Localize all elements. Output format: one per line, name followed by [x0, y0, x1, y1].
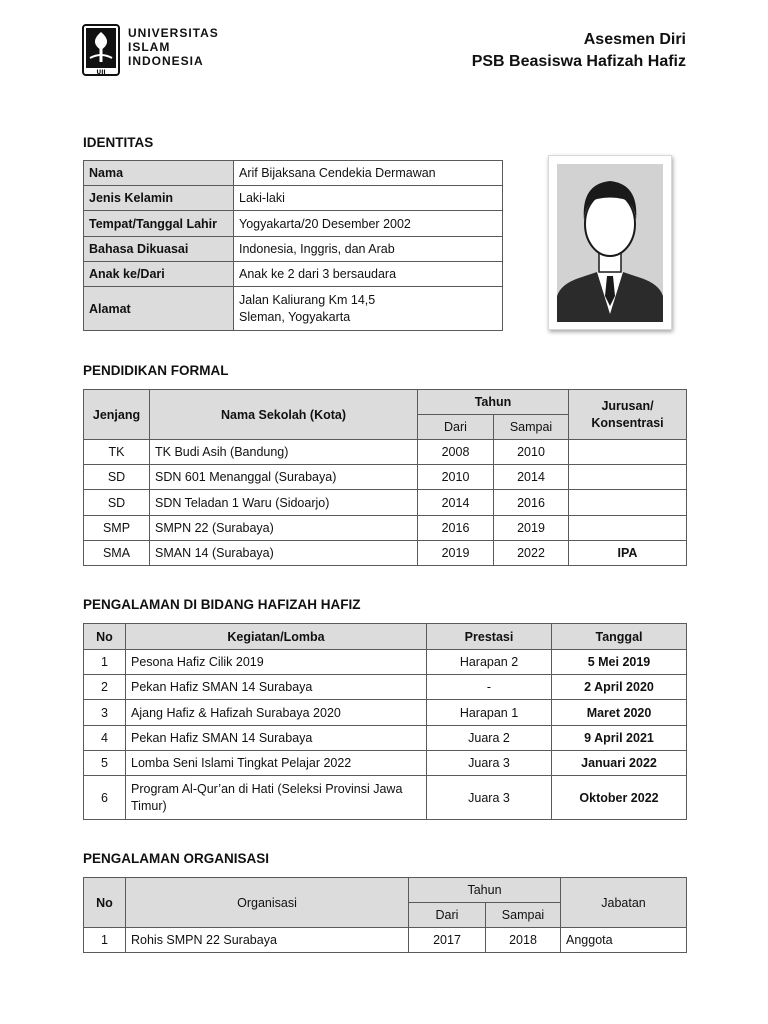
cell-sampai: 2019: [494, 516, 569, 541]
value-tempat-tanggal-lahir: Yogyakarta/20 Desember 2002: [234, 211, 503, 237]
document-title: [472, 29, 686, 73]
table-header-row: [84, 878, 687, 903]
table-row: [84, 726, 687, 751]
cell-tanggal: 5 Mei 2019: [552, 650, 687, 675]
table-row: [84, 262, 503, 287]
table-row: [84, 776, 687, 820]
value-alamat: [234, 287, 503, 331]
cell-jurusan: [569, 465, 687, 490]
kegiatan-line-1: Program Al-Qur’an di Hati (Seleksi Provinsi Jawa: [131, 781, 403, 796]
identitas-table: [83, 160, 503, 331]
table-row: [84, 287, 503, 331]
pendidikan-table: [83, 389, 687, 566]
table-row: [84, 465, 687, 490]
alamat-line-2: Sleman, Yogyakarta: [239, 309, 351, 324]
label-jenis-kelamin: Jenis Kelamin: [84, 186, 234, 211]
title-line-2: PSB Beasiswa Hafizah Hafiz: [471, 53, 686, 70]
section-title-pendidikan: PENDIDIKAN FORMAL: [83, 363, 229, 378]
label-tempat-tanggal-lahir: Tempat/Tanggal Lahir: [84, 211, 234, 237]
kegiatan-line-2: Timur): [131, 798, 167, 813]
cell-kegiatan: Ajang Hafiz & Hafizah Surabaya 2020: [126, 700, 427, 726]
cell-no: 3: [84, 700, 126, 726]
hafiz-table: [83, 623, 687, 820]
cell-tanggal: 9 April 2021: [552, 726, 687, 751]
title-line-1: Asesmen Diri: [583, 31, 686, 48]
table-row: [84, 161, 503, 186]
university-name: [128, 26, 219, 68]
organisasi-table: [83, 877, 687, 953]
header-tanggal: Tanggal: [552, 624, 687, 650]
header-kegiatan: Kegiatan/Lomba: [126, 624, 427, 650]
cell-jenjang: SMP: [84, 516, 150, 541]
header-jurusan: [569, 390, 687, 440]
cell-dari: 2014: [418, 490, 494, 516]
label-nama: Nama: [84, 161, 234, 186]
table-row: [84, 541, 687, 566]
cell-nama-sekolah: TK Budi Asih (Bandung): [150, 440, 418, 465]
cell-nama-sekolah: SMAN 14 (Surabaya): [150, 541, 418, 566]
cell-jenjang: SD: [84, 490, 150, 516]
cell-nama-sekolah: SMPN 22 (Surabaya): [150, 516, 418, 541]
person-silhouette-icon: [557, 164, 663, 322]
cell-nama-sekolah: SDN 601 Menanggal (Surabaya): [150, 465, 418, 490]
cell-prestasi: Harapan 1: [427, 700, 552, 726]
section-title-hafiz: PENGALAMAN DI BIDANG HAFIZAH HAFIZ: [83, 597, 361, 612]
table-row: [84, 490, 687, 516]
cell-prestasi: -: [427, 675, 552, 700]
cell-tanggal: Maret 2020: [552, 700, 687, 726]
header-sampai: Sampai: [486, 903, 561, 928]
cell-prestasi: Harapan 2: [427, 650, 552, 675]
header-organisasi: Organisasi: [126, 878, 409, 928]
cell-prestasi: Juara 3: [427, 776, 552, 820]
header-jenjang: Jenjang: [84, 390, 150, 440]
header-tahun: Tahun: [418, 390, 569, 415]
label-alamat: Alamat: [84, 287, 234, 331]
cell-kegiatan: Pekan Hafiz SMAN 14 Surabaya: [126, 675, 427, 700]
header-jurusan-line-1: Jurusan/: [601, 398, 654, 413]
table-row: [84, 675, 687, 700]
cell-sampai: 2014: [494, 465, 569, 490]
header-jurusan-line-2: Konsentrasi: [591, 415, 664, 430]
header-dari: Dari: [418, 415, 494, 440]
cell-sampai: 2010: [494, 440, 569, 465]
section-title-identitas: IDENTITAS: [83, 135, 154, 150]
cell-kegiatan: Lomba Seni Islami Tingkat Pelajar 2022: [126, 751, 427, 776]
value-nama: Arif Bijaksana Cendekia Dermawan: [234, 161, 503, 186]
cell-no: 2: [84, 675, 126, 700]
cell-dari: 2008: [418, 440, 494, 465]
cell-no: 1: [84, 928, 126, 953]
cell-dari: 2017: [409, 928, 486, 953]
cell-dari: 2019: [418, 541, 494, 566]
cell-kegiatan: Pekan Hafiz SMAN 14 Surabaya: [126, 726, 427, 751]
cell-tanggal: Oktober 2022: [552, 776, 687, 820]
cell-jurusan: IPA: [569, 541, 687, 566]
logo-line-1: UNIVERSITAS: [128, 26, 219, 40]
value-bahasa: Indonesia, Inggris, dan Arab: [234, 237, 503, 262]
cell-jenjang: SD: [84, 465, 150, 490]
header-dari: Dari: [409, 903, 486, 928]
table-row: [84, 440, 687, 465]
cell-kegiatan: Pesona Hafiz Cilik 2019: [126, 650, 427, 675]
header-jabatan: Jabatan: [561, 878, 687, 928]
cell-jenjang: TK: [84, 440, 150, 465]
header-no: No: [84, 624, 126, 650]
label-bahasa: Bahasa Dikuasai: [84, 237, 234, 262]
alamat-line-1: Jalan Kaliurang Km 14,5: [239, 292, 376, 307]
section-title-organisasi: PENGALAMAN ORGANISASI: [83, 851, 270, 866]
table-row: [84, 237, 503, 262]
table-row: [84, 186, 503, 211]
cell-jenjang: SMA: [84, 541, 150, 566]
table-row: [84, 211, 503, 237]
cell-sampai: 2022: [494, 541, 569, 566]
profile-photo: [548, 155, 672, 330]
table-header-row: [84, 624, 687, 650]
cell-kegiatan: [126, 776, 427, 820]
table-row: [84, 751, 687, 776]
cell-prestasi: Juara 2: [427, 726, 552, 751]
table-header-row: [84, 390, 687, 415]
cell-jabatan: Anggota: [561, 928, 687, 953]
cell-tanggal: Januari 2022: [552, 751, 687, 776]
table-row: [84, 700, 687, 726]
cell-no: 5: [84, 751, 126, 776]
header-nama-sekolah: Nama Sekolah (Kota): [150, 390, 418, 440]
cell-organisasi: Rohis SMPN 22 Surabaya: [126, 928, 409, 953]
university-logo: [82, 24, 219, 76]
cell-no: 1: [84, 650, 126, 675]
table-row: [84, 516, 687, 541]
cell-jurusan: [569, 516, 687, 541]
header-prestasi: Prestasi: [427, 624, 552, 650]
cell-jurusan: [569, 440, 687, 465]
table-row: [84, 928, 687, 953]
header-no: No: [84, 878, 126, 928]
header-sampai: Sampai: [494, 415, 569, 440]
table-row: [84, 650, 687, 675]
cell-sampai: 2016: [494, 490, 569, 516]
logo-line-3: INDONESIA: [128, 54, 204, 68]
cell-dari: 2010: [418, 465, 494, 490]
cell-jurusan: [569, 490, 687, 516]
uii-emblem-icon: [82, 24, 120, 76]
cell-sampai: 2018: [486, 928, 561, 953]
value-jenis-kelamin: Laki-laki: [234, 186, 503, 211]
logo-line-2: ISLAM: [128, 40, 171, 54]
cell-nama-sekolah: SDN Teladan 1 Waru (Sidoarjo): [150, 490, 418, 516]
cell-no: 6: [84, 776, 126, 820]
cell-tanggal: 2 April 2020: [552, 675, 687, 700]
svg-text:UII: UII: [96, 69, 106, 76]
cell-no: 4: [84, 726, 126, 751]
label-anak-ke: Anak ke/Dari: [84, 262, 234, 287]
value-anak-ke: Anak ke 2 dari 3 bersaudara: [234, 262, 503, 287]
cell-prestasi: Juara 3: [427, 751, 552, 776]
cell-dari: 2016: [418, 516, 494, 541]
header-tahun: Tahun: [409, 878, 561, 903]
